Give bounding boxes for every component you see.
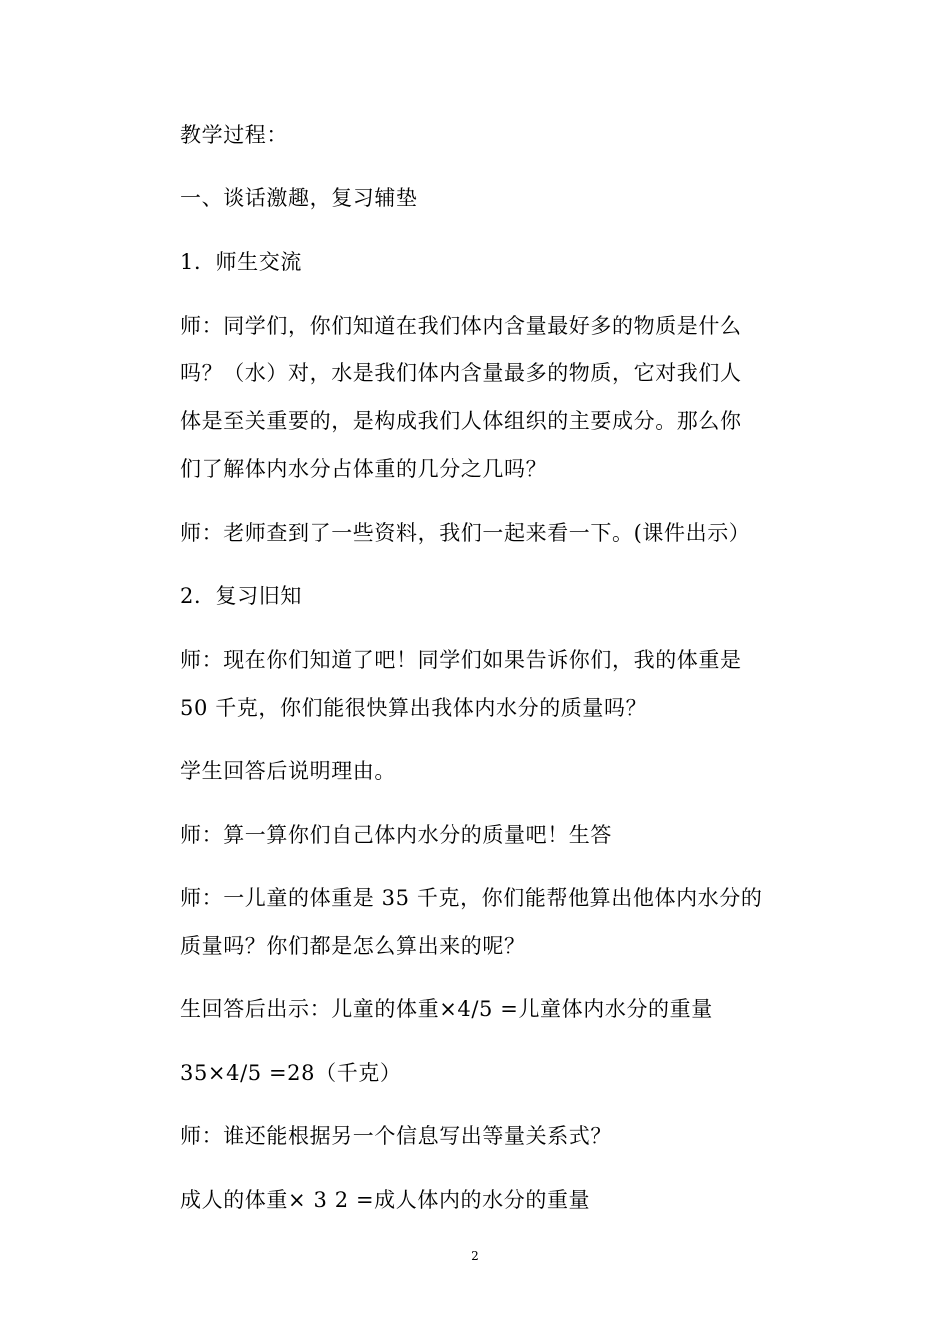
paragraph-line: 师：同学们，你们知道在我们体内含量最好多的物质是什么: [180, 314, 742, 338]
paragraph-line: 质量吗？你们都是怎么算出来的呢？: [180, 934, 526, 958]
paragraph-line: 师：现在你们知道了吧！同学们如果告诉你们，我的体重是: [180, 648, 742, 672]
formula-line: 生回答后出示：儿童的体重×4/5 =儿童体内水分的重量: [180, 997, 713, 1021]
paragraph-line: 学生回答后说明理由。: [180, 759, 396, 783]
section-heading-1: 一、谈话激趣，复习辅垫: [180, 186, 418, 210]
paragraph-line: 50 千克，你们能很快算出我体内水分的质量吗？: [180, 696, 648, 720]
paragraph-line: 吗？（水）对，水是我们体内含量最多的物质，它对我们人: [180, 361, 742, 385]
paragraph-line: 体是至关重要的，是构成我们人体组织的主要成分。那么你: [180, 409, 742, 433]
paragraph-line: 师：老师查到了一些资料，我们一起来看一下。(课件出示）: [180, 521, 751, 545]
page-number: 2: [471, 1249, 479, 1263]
formula-line: 35×4/5 =28（千克）: [180, 1061, 402, 1085]
heading-teaching-process: 教学过程：: [180, 123, 288, 147]
paragraph-line: 师：算一算你们自己体内水分的质量吧！生答: [180, 823, 612, 847]
subheading-review: 2．复习旧知: [180, 584, 302, 608]
subheading-teacher-student-exchange: 1．师生交流: [180, 250, 302, 274]
paragraph-line: 师：谁还能根据另一个信息写出等量关系式？: [180, 1124, 612, 1148]
paragraph-line: 师：一儿童的体重是 35 千克，你们能帮他算出他体内水分的: [180, 886, 763, 910]
formula-line: 成人的体重× 3 2 =成人体内的水分的重量: [180, 1188, 591, 1212]
paragraph-line: 们了解体内水分占体重的几分之几吗？: [180, 457, 548, 481]
